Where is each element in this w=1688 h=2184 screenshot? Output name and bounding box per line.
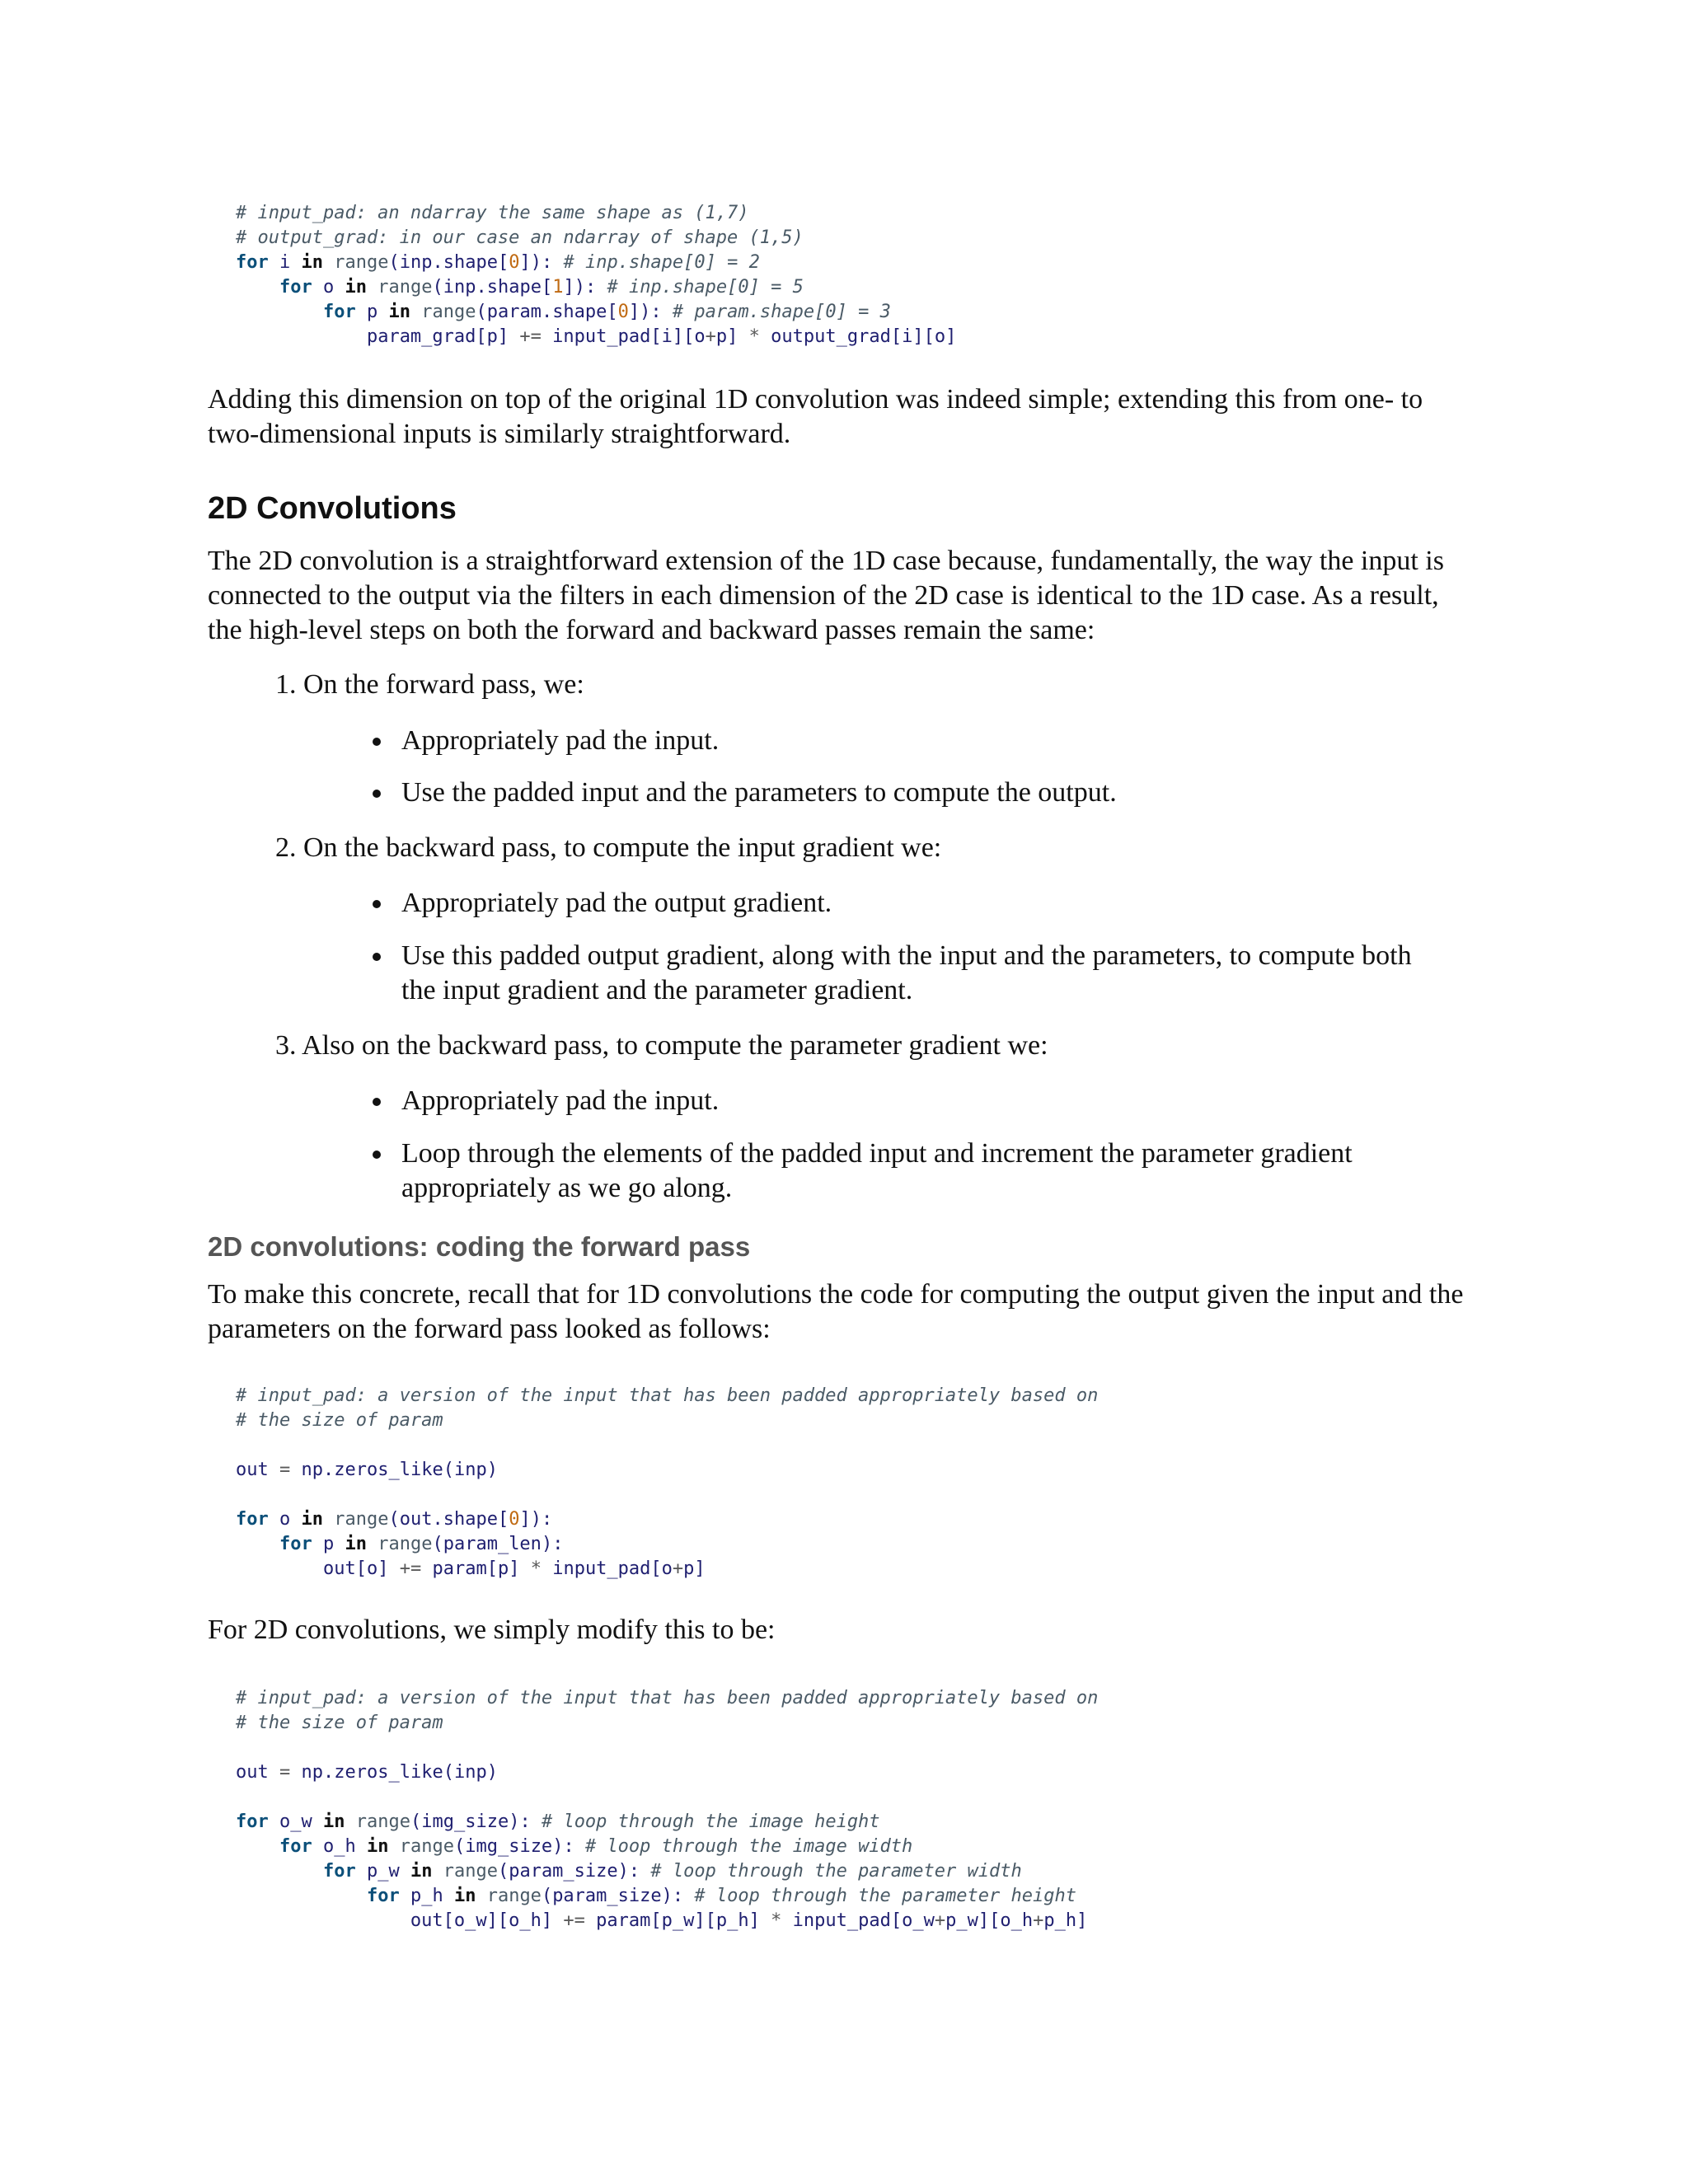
code-line: param_grad[p] += input_pad[i][o+p] * output_grad[i][o]	[366, 326, 957, 347]
bullet-dot	[373, 900, 381, 908]
step-2-bullet-2	[373, 939, 1452, 1008]
step-3-bullet-2	[373, 1137, 1452, 1206]
code-line: for o_w in range(img_size): # loop through the image height	[236, 1811, 880, 1832]
code-line: for p in range(param_len):	[279, 1534, 564, 1554]
heading-2d-convolutions: 2D Convolutions	[208, 491, 457, 526]
code-line: out = np.zeros_like(inp)	[236, 1460, 498, 1480]
code-line	[236, 1433, 1098, 1458]
code-block-1d-forward	[236, 1384, 1098, 1582]
code-line: for o_h in range(img_size): # loop through the image width	[279, 1836, 913, 1857]
step-2-bullet-1	[373, 886, 1452, 921]
code-line: # the size of param	[236, 1410, 443, 1431]
paragraph-2d-intro: The 2D convolution is a straightforward extension of the 1D case because, fundamentally, the way the input is connected to the output via the filters in each dimension of the 2D case is identical to the 1D case. As a result, the high-level steps on both the forward and backward passes remain the same:	[208, 546, 1444, 645]
step-3-label: 3. Also on the backward pass, to compute the parameter gradient we:	[275, 1030, 1048, 1061]
code-block-2d-forward	[236, 1686, 1098, 1933]
step-1-bullet-1	[373, 724, 1452, 758]
step-2-label: 2. On the backward pass, to compute the input gradient we:	[275, 832, 942, 863]
code-line: for o in range(inp.shape[1]): # inp.shape[0] = 5	[279, 277, 804, 298]
code-line	[236, 1736, 1098, 1760]
code-block-param-grad	[236, 201, 956, 349]
code-line: # the size of param	[236, 1713, 443, 1733]
bullet-dot	[373, 738, 381, 746]
code-line: for p in range(param.shape[0]): # param.shape[0] = 3	[322, 302, 891, 322]
code-line	[236, 1785, 1098, 1810]
code-line: for p_h in range(param_size): # loop through the parameter height	[366, 1886, 1076, 1906]
bullet-dot	[373, 790, 381, 798]
bullet-text: Use the padded input and the parameters to compute the output.	[401, 777, 1117, 808]
code-line: out[o_w][o_h] += param[p_w][p_h] * input_pad[o_w+p_w][o_h+p_h]	[410, 1910, 1088, 1931]
step-1-bullet-2	[373, 776, 1452, 810]
bullet-text: Appropriately pad the input.	[401, 725, 720, 756]
bullet-dot	[373, 953, 381, 961]
code-line: # input_pad: a version of the input that has been padded appropriately based on	[236, 1688, 1099, 1708]
code-line	[236, 1483, 1098, 1507]
code-line: # output_grad: in our case an ndarray of shape (1,5)	[236, 227, 804, 248]
code-line: # input_pad: a version of the input that has been padded appropriately based on	[236, 1385, 1099, 1406]
code-line: out[o] += param[p] * input_pad[o+p]	[322, 1558, 706, 1579]
bullet-text: Appropriately pad the output gradient.	[401, 888, 832, 918]
step-3-bullet-1	[373, 1084, 1452, 1118]
paragraph-2d-modify: For 2D convolutions, we simply modify this to be:	[208, 1615, 776, 1645]
code-line: for o in range(out.shape[0]):	[236, 1509, 553, 1530]
bullet-text: Loop through the elements of the padded input and increment the parameter gradient appropriately as we go along.	[401, 1138, 1353, 1203]
code-line: for p_w in range(param_size): # loop through the parameter width	[322, 1861, 1022, 1882]
step-1-label: 1. On the forward pass, we:	[275, 669, 584, 700]
code-line: out = np.zeros_like(inp)	[236, 1762, 498, 1783]
subheading-forward-pass: 2D convolutions: coding the forward pass	[208, 1231, 751, 1262]
code-line: # input_pad: an ndarray the same shape as (1,7)	[236, 203, 749, 223]
paragraph-dimension-extension: Adding this dimension on top of the original 1D convolution was indeed simple; extending this from one- to two-dimensional inputs is similarly straightforward.	[208, 384, 1423, 449]
bullet-dot	[373, 1151, 381, 1159]
code-line: for i in range(inp.shape[0]): # inp.shape[0] = 2	[236, 252, 760, 273]
bullet-text: Use this padded output gradient, along with the input and the parameters, to compute both the input gradient and the parameter gradient.	[401, 940, 1412, 1005]
bullet-dot	[373, 1098, 381, 1106]
paragraph-1d-recall: To make this concrete, recall that for 1D convolutions the code for computing the output given the input and the parameters on the forward pass looked as follows:	[208, 1279, 1464, 1344]
bullet-text: Appropriately pad the input.	[401, 1085, 720, 1116]
